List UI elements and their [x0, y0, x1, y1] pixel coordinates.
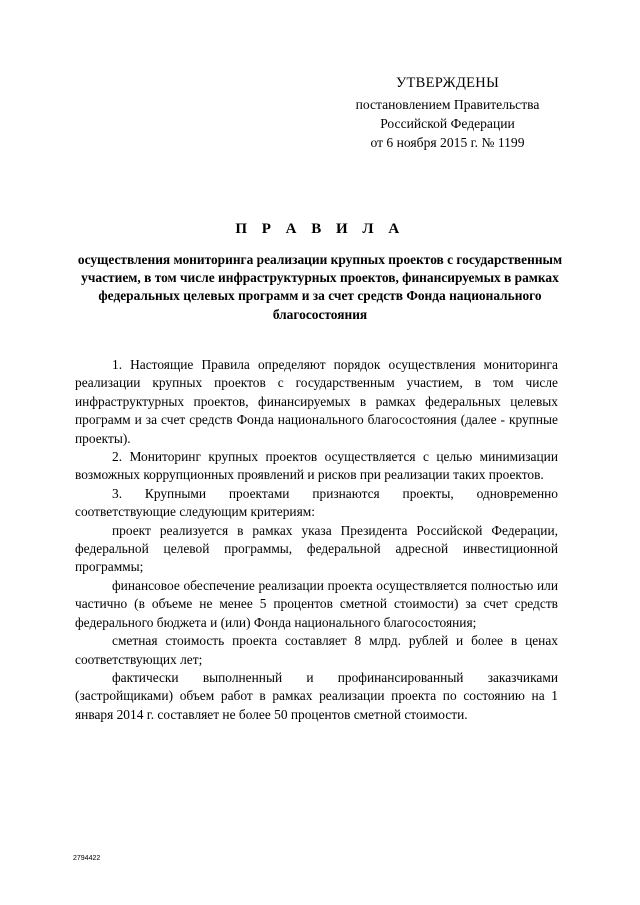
approval-title: УТВЕРЖДЕНЫ: [395, 75, 500, 91]
criterion-completion: фактически выполненный и профинансированный заказчиками (застройщиками) объем работ в рамках реализации проекта по состоянию на 1 января 2014 г. составляет не более 50 процентов сметной стоимости.: [75, 669, 558, 722]
document-code: 2794422: [73, 855, 101, 862]
paragraph-3: 3. Крупными проектами признаются проекты, одновременно соответствующие следующим критериям:: [75, 485, 558, 520]
approval-line-decree: постановлением Правительства: [355, 97, 540, 112]
approval-line-date: от 6 ноября 2015 г. № 1199: [370, 135, 525, 150]
criterion-cost: сметная стоимость проекта составляет 8 млрд. рублей и более в ценах соответствующих лет;: [75, 633, 558, 667]
criterion-decree: проект реализуется в рамках указа Президента Российской Федерации, федеральной целевой программы, федеральной адресной инвестиционной программы;: [75, 522, 558, 575]
document-title: П Р А В И Л А: [235, 221, 405, 237]
criterion-financing: финансовое обеспечение реализации проекта осуществляется полностью или частично (в объеме не менее 5 процентов сметной стоимости) за счет средств федерального бюджета и (или) Фонда национального благосостояния;: [75, 577, 558, 630]
document-subtitle: осуществления мониторинга реализации крупных проектов с государственным участием, в том числе инфраструктурных проектов, финансируемых в рамках федеральных целевых программ и за счет средств Фонда национального благосостояния: [77, 252, 563, 322]
approval-line-country: Российской Федерации: [380, 116, 515, 131]
paragraph-1: 1. Настоящие Правила определяют порядок осуществления мониторинга реализации крупных проектов с государственным участием, в том числе инфраструктурных проектов, финансируемых в рамках федеральных целевых программ и за счет средств Фонда национального благосостояния (далее - крупные проекты).: [75, 357, 558, 446]
document-body: [75, 356, 558, 724]
approval-stamp: [330, 74, 565, 152]
paragraph-2: 2. Мониторинг крупных проектов осуществляется с целью минимизации возможных коррупционных проявлений и рисков при реализации таких проектов.: [75, 449, 558, 483]
